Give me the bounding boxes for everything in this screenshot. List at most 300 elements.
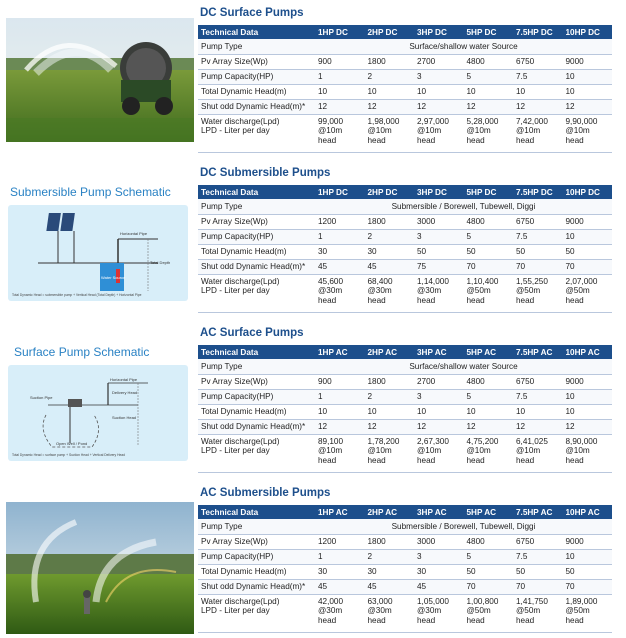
cell: 900 (315, 374, 365, 389)
cell: 5 (464, 69, 514, 84)
cell: 70 (563, 579, 613, 594)
discharge-unit: head (367, 615, 386, 625)
header-cell: 1HP DC (315, 25, 365, 39)
cell: 30 (365, 244, 415, 259)
section-title: AC Surface Pumps (200, 327, 304, 339)
cell (365, 114, 415, 152)
header-cell: 2HP AC (365, 505, 415, 519)
table-row-discharge (198, 114, 612, 152)
schematic-label: Horizontal Pipe (110, 377, 138, 382)
table-row (198, 99, 612, 114)
cell (414, 274, 464, 312)
schematic-label: Suction Head (112, 415, 137, 420)
row-label: Pump Type (198, 199, 315, 214)
section-dc-submersible (0, 160, 626, 320)
table-row (198, 69, 612, 84)
schematic-label: Suction Pipe (30, 395, 53, 400)
discharge-value: 63,000 (367, 596, 393, 606)
discharge-label: Water discharge(Lpd) (201, 276, 280, 286)
discharge-head: @10m (565, 126, 590, 135)
discharge-head: @50m (466, 286, 491, 295)
cell: 12 (365, 419, 415, 434)
discharge-head: @10m (516, 126, 541, 135)
cell: 7.5 (513, 389, 563, 404)
section-ac-submersible (0, 480, 626, 638)
cell (414, 434, 464, 472)
header-cell: 3HP AC (414, 345, 464, 359)
header-cell: Technical Data (198, 185, 315, 199)
cell: 3 (414, 549, 464, 564)
discharge-unit: head (466, 135, 485, 145)
discharge-head: @30m (318, 286, 343, 295)
discharge-value: 1,89,000 (565, 596, 598, 606)
cell: 3 (414, 69, 464, 84)
table-row (198, 534, 612, 549)
cell (513, 274, 563, 312)
header-cell: 3HP DC (414, 25, 464, 39)
table-row (198, 419, 612, 434)
discharge-unit: head (367, 135, 386, 145)
row-label: Shut odd Dynamic Head(m)* (198, 579, 315, 594)
discharge-unit: head (417, 135, 436, 145)
row-label: Pv Array Size(Wp) (198, 534, 315, 549)
table-row (198, 374, 612, 389)
cell: 7.5 (513, 229, 563, 244)
cell: 50 (513, 244, 563, 259)
cell (563, 594, 613, 632)
section-title: AC Submersible Pumps (200, 487, 331, 499)
table-row (198, 84, 612, 99)
row-label (198, 594, 315, 632)
discharge-label: Water discharge(Lpd) (201, 436, 280, 446)
cell: 10 (315, 404, 365, 419)
table-row (198, 359, 612, 374)
row-label: Shut odd Dynamic Head(m)* (198, 419, 315, 434)
discharge-value: 1,98,000 (367, 116, 400, 126)
table-row (198, 214, 612, 229)
cell: 2700 (414, 54, 464, 69)
discharge-value: 9,90,000 (565, 116, 598, 126)
schematic-label: Total Depth (150, 260, 171, 265)
discharge-unit: head (565, 615, 584, 625)
cell: 12 (414, 99, 464, 114)
table-header-row (198, 505, 612, 519)
discharge-value: 1,55,250 (516, 276, 548, 286)
header-cell: 5HP DC (464, 185, 514, 199)
discharge-head: @10m (318, 126, 343, 135)
discharge-head: @30m (417, 606, 442, 615)
cell: 1 (315, 389, 365, 404)
spec-table (198, 185, 612, 313)
cell: 45 (365, 579, 415, 594)
discharge-head: @50m (516, 286, 541, 295)
discharge-head: @10m (516, 446, 541, 455)
discharge-value: 2,67,300 (417, 436, 449, 446)
row-label: Pv Array Size(Wp) (198, 54, 315, 69)
cell: 10 (563, 84, 613, 99)
cell: 70 (513, 579, 563, 594)
cell: 30 (365, 564, 415, 579)
table-row (198, 549, 612, 564)
discharge-head: @30m (417, 286, 442, 295)
row-label: Pump Capacity(HP) (198, 69, 315, 84)
header-cell: 7.5HP DC (513, 185, 563, 199)
row-label: Pump Capacity(HP) (198, 389, 315, 404)
cell: 6750 (513, 534, 563, 549)
cell: 9000 (563, 54, 613, 69)
row-label: Pv Array Size(Wp) (198, 374, 315, 389)
table-header-row (198, 345, 612, 359)
cell: 70 (464, 259, 514, 274)
row-label: Pv Array Size(Wp) (198, 214, 315, 229)
discharge-value: 1,10,400 (466, 276, 499, 286)
header-cell: 2HP AC (365, 345, 415, 359)
header-cell: Technical Data (198, 505, 315, 519)
row-label: Pump Type (198, 359, 315, 374)
cell: 4800 (464, 374, 514, 389)
table-row (198, 404, 612, 419)
discharge-label: Water discharge(Lpd) (201, 116, 280, 126)
cell: 3 (414, 229, 464, 244)
sprinkler-photo (6, 502, 194, 634)
discharge-unit: head (367, 455, 386, 465)
discharge-head: @30m (367, 606, 392, 615)
row-label: Pump Type (198, 39, 315, 54)
cell (315, 434, 365, 472)
cell: 30 (414, 564, 464, 579)
cell: 4800 (464, 534, 514, 549)
cell (464, 114, 514, 152)
cell: 12 (315, 99, 365, 114)
cell: 10 (464, 404, 514, 419)
cell: 1800 (365, 54, 415, 69)
row-label: Total Dynamic Head(m) (198, 404, 315, 419)
discharge-value: 4,75,200 (466, 436, 499, 446)
cell: 1200 (315, 214, 365, 229)
discharge-head: @50m (565, 286, 590, 295)
discharge-sublabel: LPD - Liter per day (201, 446, 270, 455)
cell: 10 (513, 84, 563, 99)
table-row (198, 519, 612, 534)
cell: 10 (563, 549, 613, 564)
cell: 30 (315, 564, 365, 579)
cell: 2 (365, 389, 415, 404)
cell: 4800 (464, 54, 514, 69)
row-label: Shut odd Dynamic Head(m)* (198, 259, 315, 274)
cell (414, 114, 464, 152)
schematic-label: Water Source (101, 275, 126, 280)
cell: 12 (365, 99, 415, 114)
cell: 900 (315, 54, 365, 69)
table-row (198, 229, 612, 244)
field-irrigation-photo (6, 18, 194, 142)
cell: 50 (513, 564, 563, 579)
discharge-unit: head (516, 455, 535, 465)
cell (563, 434, 613, 472)
header-cell: 5HP DC (464, 25, 514, 39)
cell: 12 (563, 419, 613, 434)
cell: 10 (513, 404, 563, 419)
cell: 3 (414, 389, 464, 404)
surface-schematic (8, 365, 188, 461)
table-row (198, 244, 612, 259)
discharge-unit: head (417, 615, 436, 625)
cell: 10 (414, 404, 464, 419)
cell: 45 (414, 579, 464, 594)
discharge-unit: head (466, 455, 485, 465)
cell: 70 (464, 579, 514, 594)
table-row (198, 564, 612, 579)
pump-type-value: Submersible / Borewell, Tubewell, Diggi (315, 519, 612, 534)
row-label: Total Dynamic Head(m) (198, 244, 315, 259)
schematic-caption: Total Dynamic Head = submersible pump + Vertical Head (Total Depth) + Horizontal Pipe (12, 293, 142, 297)
discharge-unit: head (318, 135, 337, 145)
discharge-head: @50m (516, 606, 541, 615)
cell: 50 (464, 564, 514, 579)
discharge-unit: head (318, 295, 337, 305)
header-cell: 10HP DC (563, 185, 613, 199)
pump-type-value: Surface/shallow water Source (315, 39, 612, 54)
discharge-head: @10m (565, 446, 590, 455)
section-dc-surface (0, 0, 626, 160)
cell (464, 434, 514, 472)
pump-type-value: Surface/shallow water Source (315, 359, 612, 374)
header-cell: 5HP AC (464, 505, 514, 519)
discharge-value: 1,78,200 (367, 436, 400, 446)
cell: 70 (513, 259, 563, 274)
header-cell: 1HP AC (315, 505, 365, 519)
cell: 12 (414, 419, 464, 434)
header-cell: 10HP AC (563, 505, 613, 519)
header-cell: 3HP DC (414, 185, 464, 199)
header-cell: 2HP DC (365, 185, 415, 199)
cell (315, 114, 365, 152)
spec-table (198, 505, 612, 633)
table-row (198, 259, 612, 274)
schematic-label: Delivery Head (112, 390, 138, 395)
row-label: Total Dynamic Head(m) (198, 84, 315, 99)
cell: 12 (464, 419, 514, 434)
discharge-head: @10m (417, 446, 442, 455)
discharge-unit: head (466, 295, 485, 305)
cell: 6750 (513, 374, 563, 389)
schematic-label: Horizontal Pipe (120, 231, 148, 236)
discharge-value: 1,14,000 (417, 276, 449, 286)
cell: 5 (464, 549, 514, 564)
cell (315, 594, 365, 632)
cell: 1800 (365, 214, 415, 229)
cell: 70 (563, 259, 613, 274)
schematic-caption: Total Dynamic Head = surface pump + Suction Head + Vertical Delivery Head (12, 453, 125, 457)
discharge-value: 1,00,800 (466, 596, 499, 606)
cell: 4800 (464, 214, 514, 229)
cell: 1800 (365, 374, 415, 389)
cell: 3000 (414, 534, 464, 549)
cell: 1800 (365, 534, 415, 549)
cell: 7.5 (513, 549, 563, 564)
cell: 5 (464, 229, 514, 244)
header-cell: Technical Data (198, 25, 315, 39)
cell: 10 (563, 404, 613, 419)
discharge-value: 6,41,025 (516, 436, 548, 446)
cell (365, 434, 415, 472)
row-label (198, 274, 315, 312)
header-cell: 5HP AC (464, 345, 514, 359)
cell: 7.5 (513, 69, 563, 84)
discharge-head: @30m (367, 286, 392, 295)
pump-type-value: Submersible / Borewell, Tubewell, Diggi (315, 199, 612, 214)
discharge-head: @10m (466, 446, 491, 455)
section-ac-surface (0, 320, 626, 480)
discharge-unit: head (417, 295, 436, 305)
table-row-discharge (198, 434, 612, 472)
cell: 10 (464, 84, 514, 99)
spec-table (198, 25, 612, 153)
cell: 6750 (513, 214, 563, 229)
discharge-head: @10m (417, 126, 442, 135)
table-row-discharge (198, 594, 612, 632)
cell: 12 (563, 99, 613, 114)
submersible-schematic (8, 205, 188, 301)
cell (464, 594, 514, 632)
row-label (198, 434, 315, 472)
cell: 50 (414, 244, 464, 259)
discharge-label: Water discharge(Lpd) (201, 596, 280, 606)
cell: 6750 (513, 54, 563, 69)
schematic-label: Open Well / Pond (56, 441, 88, 446)
schematic-title: Submersible Pump Schematic (10, 185, 171, 199)
table-row (198, 579, 612, 594)
cell: 75 (414, 259, 464, 274)
discharge-unit: head (565, 455, 584, 465)
discharge-unit: head (466, 615, 485, 625)
discharge-value: 7,42,000 (516, 116, 548, 126)
header-cell: 7.5HP AC (513, 505, 563, 519)
cell (513, 434, 563, 472)
discharge-sublabel: LPD - Liter per day (201, 286, 270, 295)
cell: 5 (464, 389, 514, 404)
discharge-unit: head (367, 295, 386, 305)
cell: 10 (315, 84, 365, 99)
cell: 12 (513, 99, 563, 114)
cell: 3000 (414, 214, 464, 229)
discharge-unit: head (318, 615, 337, 625)
cell (563, 114, 613, 152)
cell: 30 (315, 244, 365, 259)
discharge-value: 8,90,000 (565, 436, 598, 446)
cell: 9000 (563, 374, 613, 389)
cell: 45 (315, 259, 365, 274)
table-header-row (198, 185, 612, 199)
discharge-head: @10m (367, 446, 392, 455)
discharge-value: 2,97,000 (417, 116, 449, 126)
cell: 10 (414, 84, 464, 99)
cell: 1 (315, 69, 365, 84)
cell: 12 (513, 419, 563, 434)
table-row (198, 54, 612, 69)
cell: 10 (365, 404, 415, 419)
header-cell: 2HP DC (365, 25, 415, 39)
cell: 50 (563, 564, 613, 579)
discharge-unit: head (318, 455, 337, 465)
cell: 10 (563, 229, 613, 244)
cell: 50 (563, 244, 613, 259)
cell: 12 (464, 99, 514, 114)
table-row (198, 199, 612, 214)
discharge-value: 42,000 (318, 596, 344, 606)
cell: 9000 (563, 214, 613, 229)
cell: 1 (315, 229, 365, 244)
discharge-value: 45,600 (318, 276, 344, 286)
cell: 50 (464, 244, 514, 259)
discharge-sublabel: LPD - Liter per day (201, 606, 270, 615)
cell: 10 (365, 84, 415, 99)
header-cell: 10HP DC (563, 25, 613, 39)
cell: 10 (563, 389, 613, 404)
cell: 1200 (315, 534, 365, 549)
cell: 1 (315, 549, 365, 564)
header-cell: 1HP AC (315, 345, 365, 359)
row-label: Pump Type (198, 519, 315, 534)
cell (365, 274, 415, 312)
discharge-head: @50m (565, 606, 590, 615)
cell: 2 (365, 549, 415, 564)
discharge-unit: head (516, 615, 535, 625)
discharge-head: @10m (318, 446, 343, 455)
header-cell: 7.5HP AC (513, 345, 563, 359)
discharge-head: @50m (466, 606, 491, 615)
table-header-row (198, 25, 612, 39)
discharge-unit: head (516, 135, 535, 145)
discharge-head: @10m (367, 126, 392, 135)
cell: 45 (365, 259, 415, 274)
cell: 2 (365, 229, 415, 244)
cell: 10 (563, 69, 613, 84)
discharge-head: @30m (318, 606, 343, 615)
discharge-unit: head (565, 135, 584, 145)
discharge-value: 1,05,000 (417, 596, 449, 606)
cell: 2 (365, 69, 415, 84)
discharge-unit: head (516, 295, 535, 305)
discharge-head: @10m (466, 126, 491, 135)
table-row-discharge (198, 274, 612, 312)
schematic-title: Surface Pump Schematic (14, 345, 150, 359)
discharge-sublabel: LPD - Liter per day (201, 126, 270, 135)
cell (563, 274, 613, 312)
cell: 45 (315, 579, 365, 594)
discharge-value: 1,41,750 (516, 596, 548, 606)
cell: 12 (315, 419, 365, 434)
row-label: Pump Capacity(HP) (198, 549, 315, 564)
discharge-unit: head (417, 455, 436, 465)
header-cell: 7.5HP DC (513, 25, 563, 39)
cell (365, 594, 415, 632)
header-cell: 3HP AC (414, 505, 464, 519)
row-label: Pump Capacity(HP) (198, 229, 315, 244)
cell: 9000 (563, 534, 613, 549)
discharge-value: 99,000 (318, 116, 344, 126)
cell (464, 274, 514, 312)
cell (513, 114, 563, 152)
row-label (198, 114, 315, 152)
row-label: Shut odd Dynamic Head(m)* (198, 99, 315, 114)
cell (513, 594, 563, 632)
header-cell: 1HP DC (315, 185, 365, 199)
discharge-value: 2,07,000 (565, 276, 598, 286)
row-label: Total Dynamic Head(m) (198, 564, 315, 579)
section-title: DC Submersible Pumps (200, 167, 331, 179)
cell (414, 594, 464, 632)
